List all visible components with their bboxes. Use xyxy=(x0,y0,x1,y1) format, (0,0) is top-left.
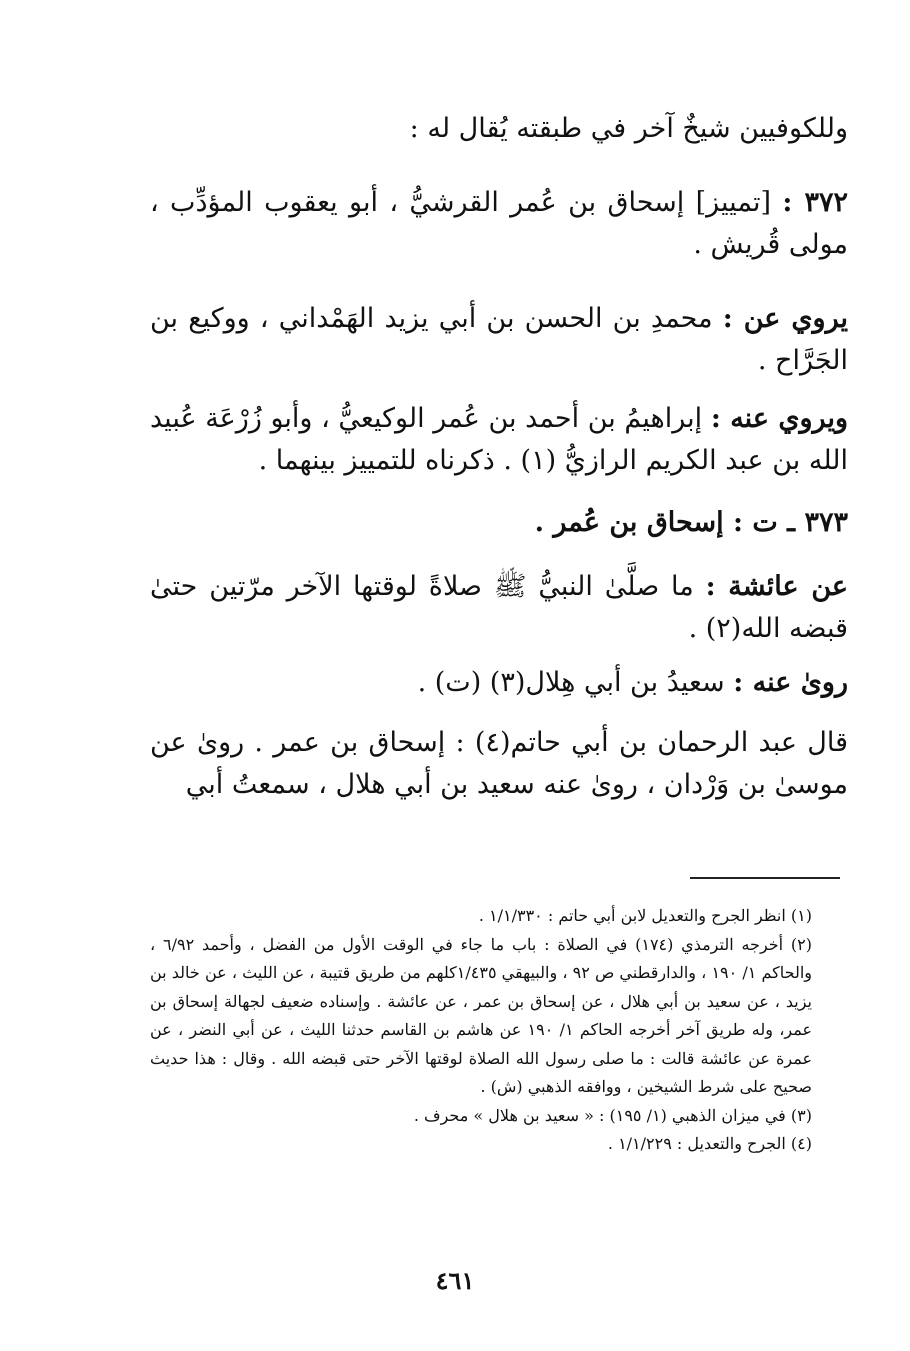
narrated-by-paragraph-2 xyxy=(150,662,848,706)
entry-372 xyxy=(150,182,848,286)
hadith-text: ما صلَّىٰ النبيُّ ﷺ صلاةً لوقتها الآخر مرّتين حتىٰ قبضه الله(٢) . xyxy=(150,571,848,644)
ibn-abi-hatim-paragraph: قال عبد الرحمان بن أبي حاتم(٤) : إسحاق بن عمر . روىٰ عن موسىٰ بن وَرْدان ، روىٰ عنه سعيد بن أبي هلال ، سمعتُ أبي xyxy=(150,727,848,800)
footnote-3: (٣) في ميزان الذهبي (١/ ١٩٥) : « سعيد بن هلال » محرف . xyxy=(413,1105,812,1125)
hadith-paragraph xyxy=(150,566,848,650)
intro-paragraph: وللكوفيين شيخٌ آخر في طبقته يُقال له : xyxy=(409,113,848,144)
footnote-divider xyxy=(690,877,840,879)
narrated-by-paragraph xyxy=(150,398,848,482)
narrated-by-text-2: سعيدُ بن أبي هِلال(٣) (ت) . xyxy=(417,667,725,698)
footnote-2: (٢) أخرجه الترمذي (١٧٤) في الصلاة : باب ما جاء في الوقت الأول من الفضل ، وأحمد ٦/٩٢ ، والحاكم ١/ ١٩٠ ، والدارقطني ص ٩٢ ، والبيهقي ١/٤٣٥كلهم من طريق قتيبة ، عن الليث ، عن خالد بن يزيد ، عن سعيد بن أبي هلال ، عن إسحاق بن عمر ، عن عائشة . وإسناده ضعيف لجهالة إسحاق بن عمر، وله طريق آخر أخرجه الحاكم ١/ ١٩٠ عن هاشم بن القاسم حدثنا الليث ، عن أبي النضر ، عن عمرة عن عائشة قالت : ما صلى رسول الله الصلاة لوقتها الآخر حتى قبضه الله . وقال : هذا حديث صحيح على شرط الشيخين ، ووافقه الذهبي (ش) . xyxy=(150,934,813,1096)
narrated-by-label-2: روىٰ عنه : xyxy=(733,667,848,698)
footnote-1: (١) انظر الجرح والتعديل لابن أبي حاتم : ١/١/٣٣٠ . xyxy=(478,906,812,925)
footnote-4: (٤) الجرح والتعديل : ١/١/٢٢٩ . xyxy=(607,1134,812,1153)
entry-text: [تمييز] إسحاق بن عُمر القرشيُّ ، أبو يعقوب المؤدِّب ، مولى قُريش . xyxy=(150,187,848,260)
footnotes xyxy=(150,902,848,1159)
narrates-from-label: يروي عن : xyxy=(722,303,848,334)
hadith-source-label: عن عائشة : xyxy=(705,571,848,602)
main-text xyxy=(150,108,848,806)
narrated-by-label: ويروي عنه : xyxy=(710,403,848,434)
page-number: ٤٦١ xyxy=(435,1266,475,1295)
entry-number: ٣٧٢ : xyxy=(782,187,849,218)
narrates-from-text: محمدِ بن الحسن بن أبي يزيد الهَمْداني ، ووكيع بن الجَرَّاح . xyxy=(150,303,848,376)
narrates-from-paragraph xyxy=(150,298,848,382)
narrated-by-text: إبراهيمُ بن أحمد بن عُمر الوكيعيُّ ، وأبو زُرْعَة عُبيد الله بن عبد الكريم الرازيُّ (١) . ذكرناه للتمييز بينهما . xyxy=(150,403,848,476)
entry-373: ٣٧٣ ـ ت : إسحاق بن عُمر . xyxy=(534,507,848,538)
